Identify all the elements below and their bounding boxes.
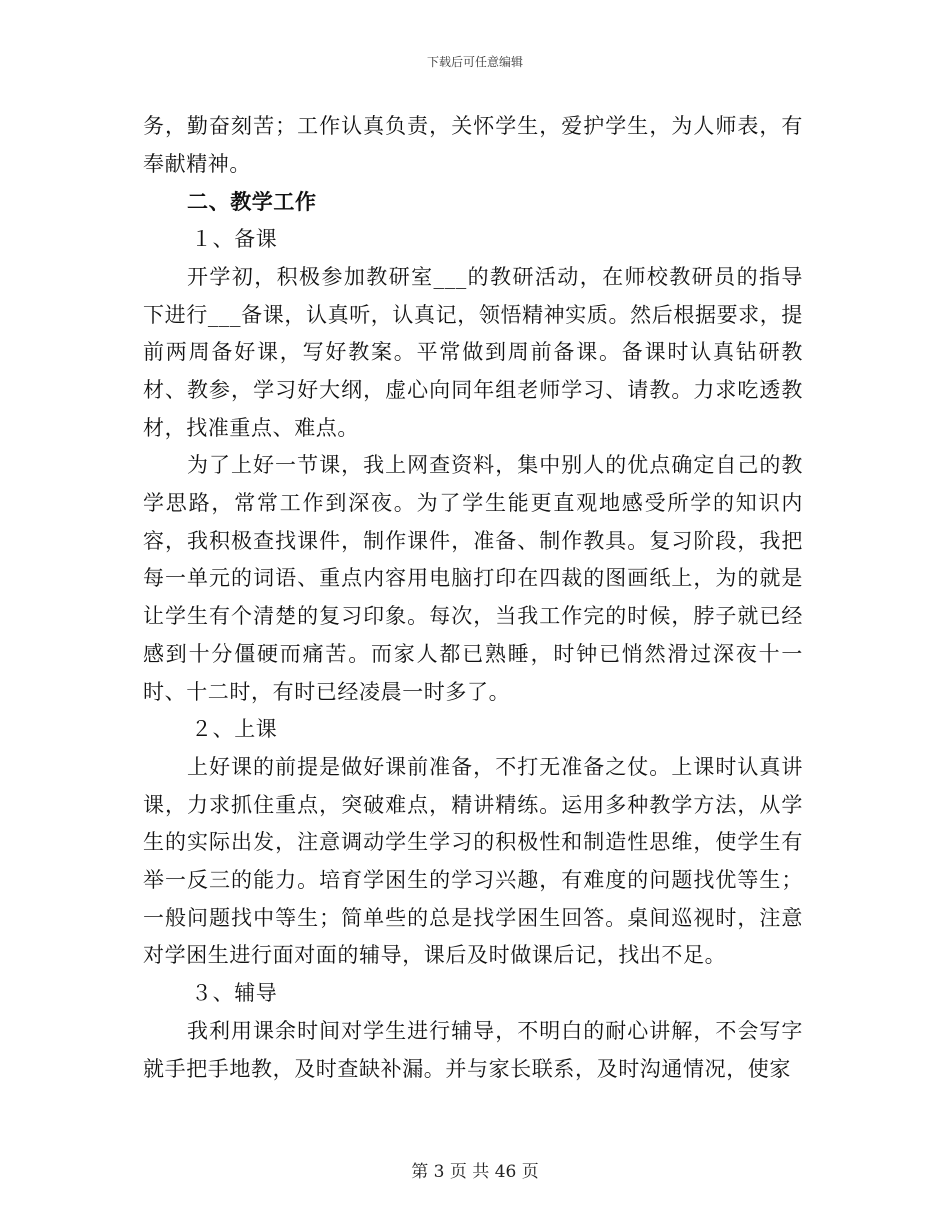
paragraph: 上好课的前提是做好课前准备，不打无准备之仗。上课时认真讲课，力求抓住重点，突破难点，精讲精练。运用多种教学方法，从学生的实际出发，注意调动学生学习的积极性和制造性思维，使学生有举一反三的能力。培育学困生的学习兴趣，有难度的问题找优等生；一般问题找中等生；简单些的总是找学困生回答。桌间巡视时，注意对学困生进行面对面的辅导，课后及时做课后记，找出不足。 [143,754,803,968]
subsection-title-tutoring: ３、辅导 [191,981,278,1006]
continuation-paragraph: 务，勤奋刻苦；工作认真负责，关怀学生，爱护学生，为人师表，有奉献精神。 [143,114,803,176]
paragraph: 我利用课余时间对学生进行辅导，不明白的耐心讲解，不会写字就手把手地教，及时查缺补漏。并与家长联系，及时沟通情况，使家 [143,1018,803,1081]
paragraph: 为了上好一节课，我上网查资料，集中别人的优点确定自己的教学思路，常常工作到深夜。为了学生能更直观地感受所学的知识内容，我积极查找课件，制作课件，准备、制作教具。复习阶段，我把每一单元的词语、重点内容用电脑打印在四裁的图画纸上，为的就是让学生有个清楚的复习印象。每次，当我工作完的时候，脖子就已经感到十分僵硬而痛苦。而家人都已熟睡，时钟已悄然滑过深夜十一时、十二时，有时已经凌晨一时多了。 [143,453,803,704]
page-number-footer: 第 3 页 共 46 页 [411,1162,539,1182]
document-body [143,108,803,1088]
section-heading: 二、教学工作 [187,189,317,215]
paragraph: 开学初，积极参加教研室___的教研活动，在师校教研员的指导下进行___备课，认真听，认真记，领悟精神实质。然后根据要求，提前两周备好课，写好教案。平常做到周前备课。备课时认真钻研教材、教参，学习好大纲，虚心向同年组老师学习、请教。力求吃透教材，找准重点、难点。 [143,264,803,440]
subsection-title-class: ２、上课 [191,717,278,742]
subsection-title-preparation: １、备课 [191,227,278,252]
page-header: 下载后可任意编辑 [426,55,523,69]
